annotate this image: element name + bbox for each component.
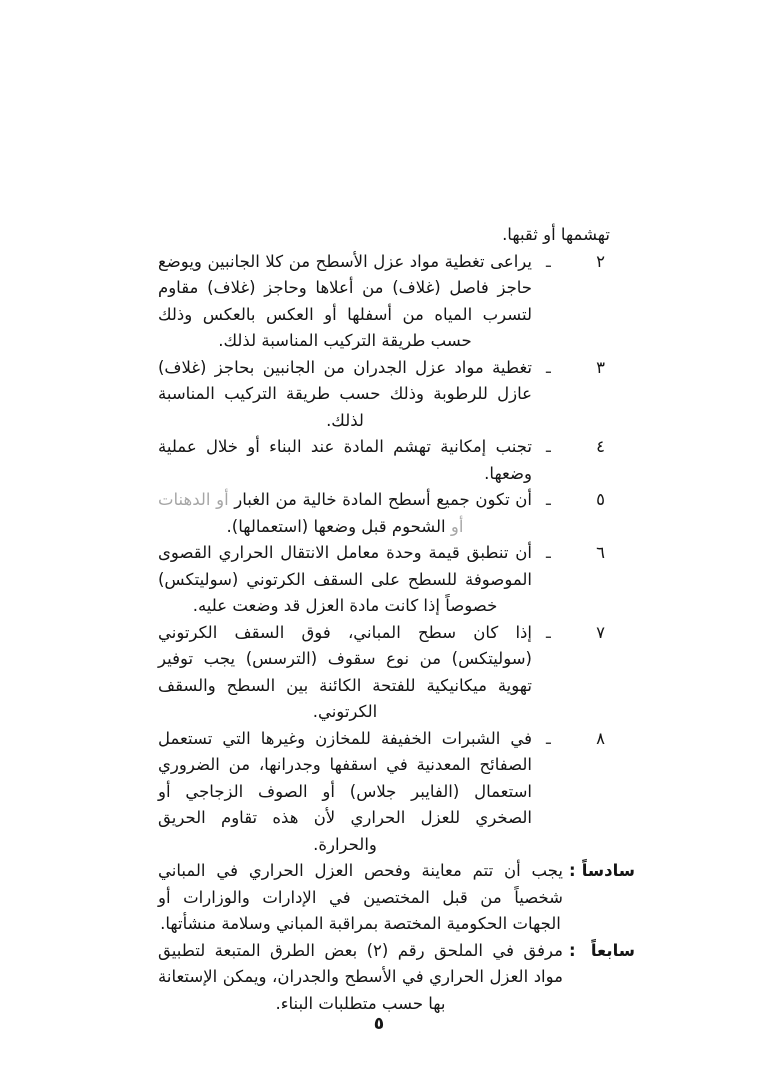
- item-dash: ـ: [546, 357, 551, 377]
- item-marker: [532, 540, 635, 620]
- item-text: تغطية مواد عزل الجدران من الجانبين بحاجز (غلاف) عازل للرطوبة وذلك حسب طريقة التركيب المناسبة لذلك.: [158, 357, 532, 430]
- section-text: يجب أن تتم معاينة وفحص العزل الحراري في المباني شخصياً من قبل المختصين في الإدارات والوزارات أو الجهات الحكومية المختصة بمراقبة المباني وسلامة منشأتها.: [158, 861, 563, 933]
- item-number: ٦: [596, 543, 605, 562]
- content-block: [158, 222, 635, 1017]
- item-text: أن تنطبق قيمة وحدة معامل الانتقال الحراري القصوى الموصوفة للسطح على السقف الكرتوني (سوليتكس) خصوصاً إذا كانت مادة العزل قد وضعت عليه.: [158, 543, 532, 615]
- item-dash: ـ: [546, 490, 551, 509]
- item-text: يراعى تغطية مواد عزل الأسطح من كلا الجانبين ويوضع حاجز فاصل (غلاف) من أعلاها وحاجز (غلاف) مقاوم لتسرب المياه من أسفلها أو العكس بالعكس وذلك حسب طريقة التركيب المناسبة لذلك.: [158, 251, 532, 350]
- list-item-5: [158, 487, 635, 540]
- item-dash: ـ: [546, 622, 551, 642]
- page-number: ٥: [373, 1014, 385, 1034]
- list-item-3: [158, 355, 635, 435]
- item-marker: [532, 726, 635, 859]
- section-colon: :: [569, 940, 576, 960]
- list-item-6: [158, 540, 635, 620]
- section-colon: :: [569, 861, 576, 880]
- item-text: تجنب إمكانية تهشم المادة عند البناء أو خلال عملية وضعها.: [158, 437, 532, 483]
- list-item-8: [158, 726, 635, 859]
- item-text: في الشبرات الخفيفة للمخازن وغيرها التي تستعمل الصفائح المعدنية في اسقفها وجدرانها، من الضروري استعمال (الفايبر جلاس) أو الصوف الزجاجي أو الصخري للعزل الحراري لأن هذه تقاوم الحريق والحرارة.: [158, 728, 532, 854]
- item-number: ٣: [596, 357, 605, 377]
- item-text-part: الشحوم قبل وضعها (استعمالها).: [226, 516, 451, 536]
- item-dash: ـ: [546, 437, 551, 456]
- item-number: ٢: [596, 251, 605, 271]
- paragraph-continuation: تهشمها أو ثقبها.: [502, 225, 610, 244]
- section-label: [563, 858, 635, 938]
- item-marker: [532, 434, 635, 487]
- section-label: [563, 938, 635, 1018]
- item-marker: [532, 487, 635, 540]
- item-marker: [532, 620, 635, 726]
- item-marker: [532, 249, 635, 355]
- item-number: ٨: [596, 728, 605, 748]
- item-dash: ـ: [546, 251, 551, 271]
- list-item-7: [158, 620, 635, 726]
- section-text: مرفق في الملحق رقم (٢) بعض الطرق المتبعة لتطبيق مواد العزل الحراري في الأسطح والجدران، ويمكن الإستعانة بها حسب متطلبات البناء.: [158, 940, 563, 1013]
- item-number: ٤: [596, 437, 605, 456]
- section-sixth: [158, 858, 635, 938]
- section-label-text: سابعاً: [590, 940, 635, 960]
- list-item-2: [158, 249, 635, 355]
- item-text-faded-part: أو الدهنات أو: [158, 490, 464, 536]
- list-item-4: [158, 434, 635, 487]
- item-marker: [532, 355, 635, 435]
- item-text-part: أن تكون جميع أسطح المادة خالية من الغبار: [228, 490, 532, 509]
- item-text: [158, 487, 532, 540]
- item-number: ٥: [596, 490, 605, 509]
- item-dash: ـ: [546, 543, 551, 562]
- item-dash: ـ: [546, 728, 551, 748]
- item-number: ٧: [596, 622, 605, 642]
- item-text: إذا كان سطح المباني، فوق السقف الكرتوني (سوليتكس) من نوع سقوف (الترسس) يجب توفير تهوية ميكانيكية للفتحة الكائنة بين السطح والسقف الكرتوني.: [158, 622, 532, 721]
- section-seventh: [158, 938, 635, 1018]
- section-label-text: سادساً: [581, 861, 635, 880]
